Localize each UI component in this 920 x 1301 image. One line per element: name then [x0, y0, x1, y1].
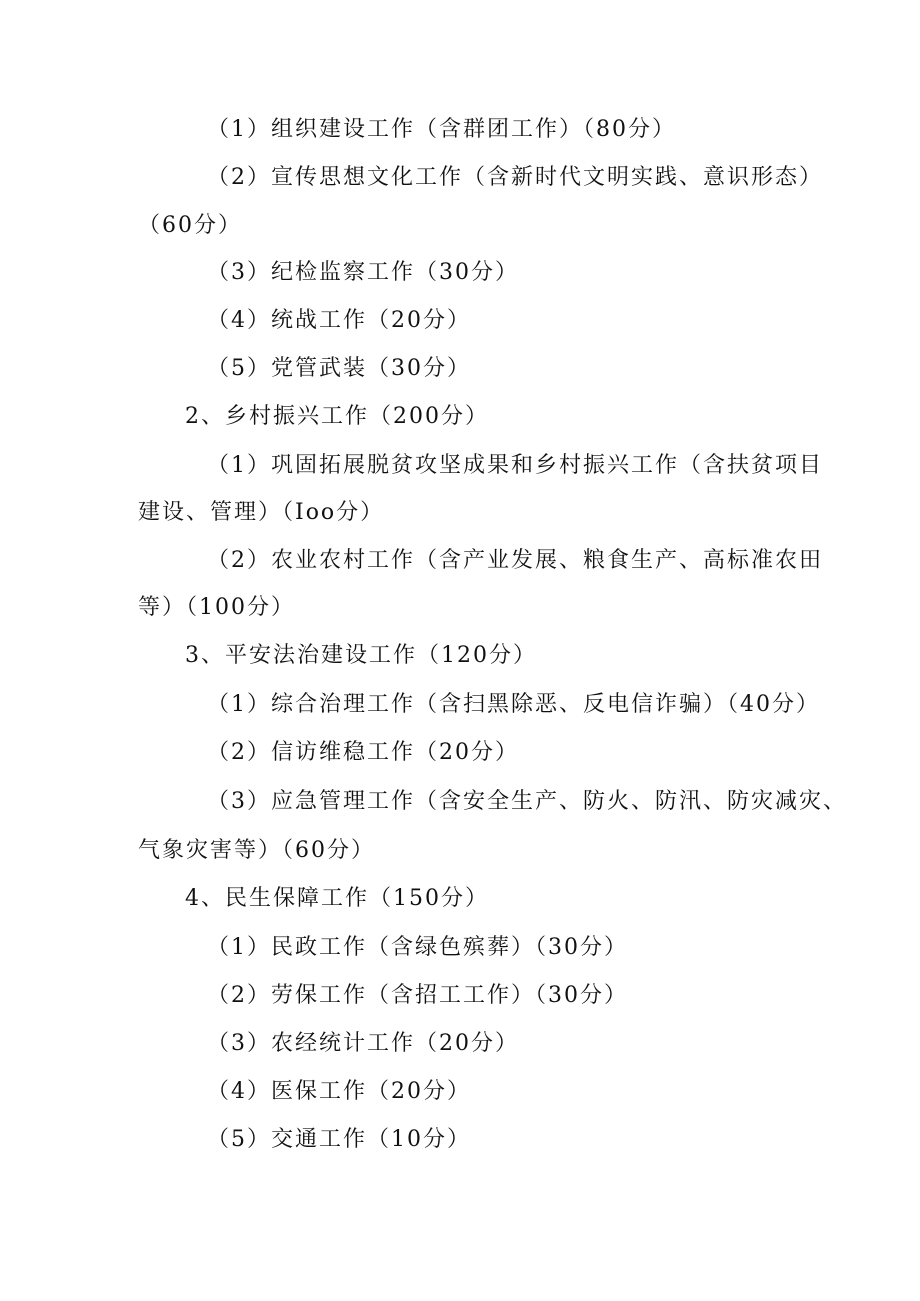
item-transport: （5）交通工作（10分）: [207, 1127, 471, 1152]
item-emergency: （3）应急管理工作（含安全生产、防火、防汛、防灾减灾、: [207, 789, 847, 814]
item-united-front: （4）统战工作（20分）: [207, 308, 471, 333]
item-labor: （2）劳保工作（含招工工作）（30分）: [207, 983, 628, 1008]
item-agriculture: （2）农业农村工作（含产业发展、粮食生产、高标准农田: [207, 548, 823, 573]
item-rural-statistics: （3）农经统计工作（20分）: [207, 1031, 519, 1056]
item-armed-forces: （5）党管武装（30分）: [207, 356, 471, 381]
item-propaganda-cont: （60分）: [138, 213, 242, 238]
item-discipline: （3）纪检监察工作（30分）: [207, 260, 519, 285]
item-petition: （2）信访维稳工作（20分）: [207, 740, 519, 765]
section-livelihood: 4、民生保障工作（150分）: [185, 886, 489, 911]
item-civil-affairs: （1）民政工作（含绿色殡葬）（30分）: [207, 935, 628, 960]
item-poverty-alleviation-cont: 建设、管理）（Ioo分）: [138, 500, 385, 525]
item-poverty-alleviation: （1）巩固拓展脱贫攻坚成果和乡村振兴工作（含扶贫项目: [207, 453, 823, 478]
item-medical-insurance: （4）医保工作（20分）: [207, 1079, 471, 1104]
item-org-building: （1）组织建设工作（含群团工作）（80分）: [207, 117, 676, 142]
item-propaganda: （2）宣传思想文化工作（含新时代文明实践、意识形态）: [207, 165, 823, 190]
item-emergency-cont: 气象灾害等）（60分）: [138, 838, 375, 863]
item-agriculture-cont: 等）（100分）: [138, 595, 295, 620]
item-comprehensive-governance: （1）综合治理工作（含扫黑除恶、反电信诈骗）（40分）: [207, 692, 820, 717]
section-rural-revitalization: 2、乡村振兴工作（200分）: [185, 404, 489, 429]
section-safety-rule-of-law: 3、平安法治建设工作（120分）: [185, 643, 537, 668]
